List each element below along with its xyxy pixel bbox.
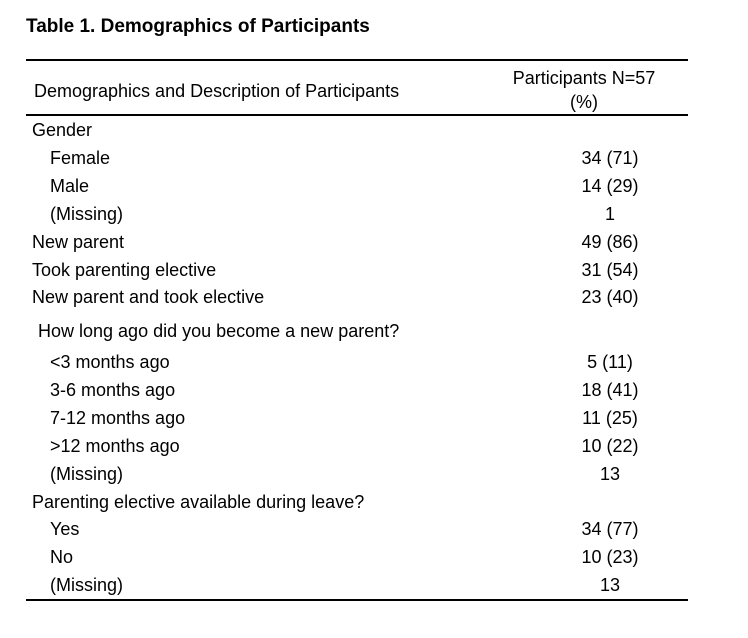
- column-header-description: Demographics and Description of Participants: [34, 81, 400, 101]
- row-label: Female: [50, 148, 111, 168]
- row-label: Parenting elective available during leave?: [32, 492, 365, 512]
- row-label: New parent: [32, 232, 125, 252]
- table-header-rule: [26, 114, 688, 116]
- table-row: [26, 260, 688, 288]
- row-value: 49 (86): [581, 232, 639, 252]
- row-label: Yes: [50, 519, 80, 539]
- table-row: [26, 148, 688, 176]
- row-value: 34 (77): [581, 519, 639, 539]
- row-label: Male: [50, 176, 90, 196]
- table-bottom-rule: [26, 599, 688, 601]
- table-row: [26, 287, 688, 315]
- row-value: 5 (11): [587, 352, 633, 372]
- row-value: 14 (29): [581, 176, 639, 196]
- row-value: 11 (25): [582, 408, 638, 428]
- table-row: [26, 352, 688, 380]
- row-value: 10 (23): [581, 547, 639, 567]
- row-label: Gender: [32, 120, 93, 140]
- column-header-participants-line2: (%): [570, 92, 598, 112]
- row-value: 18 (41): [581, 380, 639, 400]
- row-value: 13: [599, 464, 621, 484]
- table-row: [26, 408, 688, 436]
- row-value: 31 (54): [581, 260, 639, 280]
- row-value: 34 (71): [581, 148, 639, 168]
- row-value: 10 (22): [581, 436, 639, 456]
- table-row: [26, 519, 688, 547]
- row-label: 3-6 months ago: [50, 380, 176, 400]
- row-label: New parent and took elective: [32, 287, 265, 307]
- table-row: [26, 436, 688, 464]
- row-label: How long ago did you become a new parent?: [38, 321, 400, 341]
- table-row: [26, 204, 688, 232]
- row-value: 13: [599, 575, 621, 595]
- row-value: 23 (40): [581, 287, 639, 307]
- row-label: 7-12 months ago: [50, 408, 186, 428]
- row-label: (Missing): [50, 464, 124, 484]
- table-row: [26, 547, 688, 575]
- table-row: [26, 464, 688, 492]
- column-header-participants-line1: Participants N=57: [512, 68, 656, 88]
- row-label: (Missing): [50, 575, 124, 595]
- row-label: Took parenting elective: [32, 260, 217, 280]
- table-top-rule: [26, 59, 688, 61]
- row-label: No: [50, 547, 74, 567]
- row-value: 1: [604, 204, 615, 224]
- table-row-gender: [26, 120, 688, 148]
- row-label: <3 months ago: [50, 352, 170, 372]
- column-header-participants: [480, 66, 688, 114]
- row-label: (Missing): [50, 204, 124, 224]
- table-row: [26, 176, 688, 204]
- table-row: [26, 380, 688, 408]
- table-row-section: [26, 492, 688, 520]
- table-row: [26, 232, 688, 260]
- row-label: >12 months ago: [50, 436, 180, 456]
- table-row-section: [26, 321, 688, 349]
- table-title: Table 1. Demographics of Participants: [26, 16, 370, 37]
